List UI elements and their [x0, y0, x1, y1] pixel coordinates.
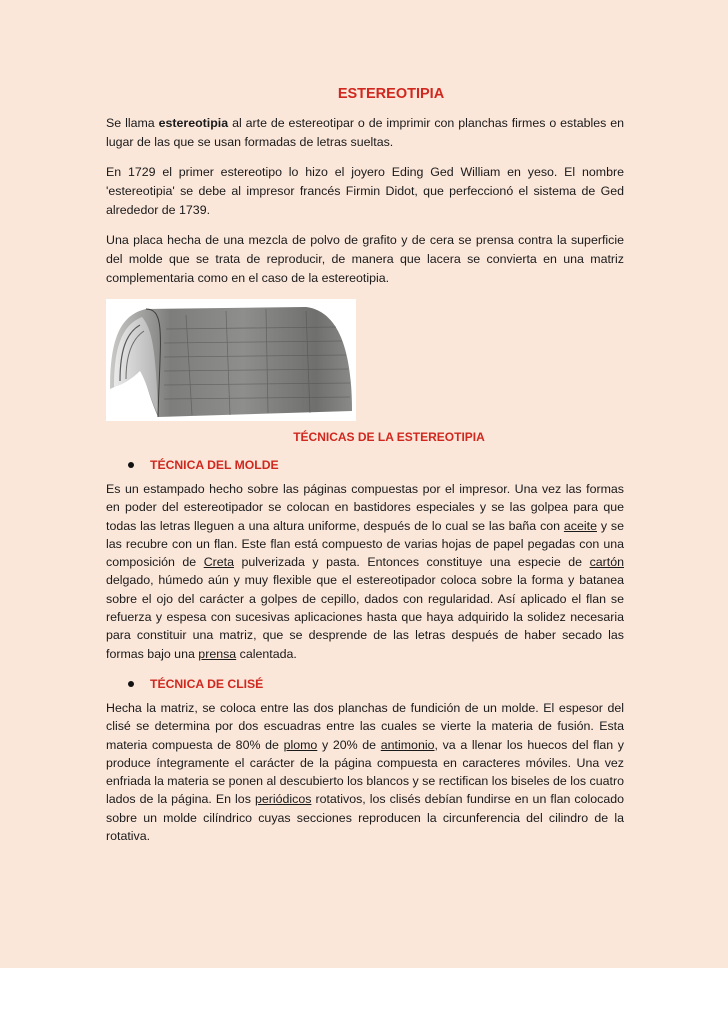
molde-text-3: pulverizada y pasta. Entonces constituye una especie de — [234, 555, 590, 570]
intro-post: al arte de estereotipar o de imprimir con planchas firmes o estables en lugar de las que se usan formadas de letras sueltas. — [106, 116, 625, 149]
section-heading-molde — [106, 458, 624, 472]
molde-paragraph — [106, 480, 624, 663]
clise-text-4: rotativos, los clisés debían fundirse en un flan colocado sobre un molde cilíndrico cuyas secciones reproducen la circunferencia del cilindro de la rotativa. — [106, 792, 624, 844]
section-heading-label: TÉCNICA DE CLISÉ — [150, 676, 264, 691]
link-creta[interactable]: Creta — [203, 555, 234, 570]
intro-term: estereotipia — [158, 116, 229, 130]
molde-text-2: y se las recubre con un flan. Este flan está compuesto de varias hojas de papel pegadas con una composición de — [106, 518, 624, 570]
link-antimonio[interactable]: antimonio — [380, 737, 435, 752]
intro-pre: Se llama — [106, 116, 159, 130]
curved-stereotype-plate-image — [106, 299, 356, 421]
clise-text-3: , va a llenar los huecos del flan y produce íntegramente el carácter de la página compuesta en caracteres móviles. Una vez enfriada la materia se ponen al descubierto los blancos y se rectifican los biseles de los cuatro lados de la página. En los — [106, 737, 624, 807]
molde-text-1: Es un estampado hecho sobre las páginas compuestas por el impresor. Una vez las formas en poder del estereotipador se colocan en bastidores especiales y se las golpea para que todas las letras lleguen a una altura uniforme, después de lo cual se las baña con — [106, 482, 624, 533]
molde-text-5: calentada. — [236, 646, 297, 661]
link-aceite[interactable]: aceite — [563, 518, 597, 533]
molde-text-4: delgado, húmedo aún y muy flexible que el estereotipador coloca sobre la forma y batanea sobre el ojo del carácter a golpes de cepillo, dados con regularidad. Así aplicado el flan se refuerza y espesa con sucesivas aplicaciones hasta que haya adquirido la solidez necesaria para constituir una matriz, que se desprende de las letras después de haber secado las formas bajo una — [106, 573, 624, 661]
link-plomo[interactable]: plomo — [283, 737, 318, 752]
link-periodicos[interactable]: periódicos — [254, 792, 312, 807]
clise-paragraph — [106, 699, 624, 845]
page-title: ESTEREOTIPIA — [337, 86, 445, 102]
section-subtitle: TÉCNICAS DE LA ESTEREOTIPIA — [293, 430, 485, 444]
bullet-icon — [128, 681, 134, 687]
intro-paragraph — [106, 114, 624, 152]
plate-paragraph: Una placa hecha de una mezcla de polvo de grafito y de cera se prensa contra la superficie del molde que se trata de reproducir, de manera que lacera se convierta en una matriz complementaria como en el caso de la estereotipia. — [106, 233, 624, 285]
clise-text-1: Hecha la matriz, se coloca entre las dos planchas de fundición de un molde. El espesor del clisé se determina por dos escuadras entre las cuales se vierte la materia de fusión. Esta materia compuesta de 80% de — [106, 700, 624, 752]
bullet-icon — [128, 462, 134, 468]
section-heading-clise — [106, 677, 624, 691]
section-heading-label: TÉCNICA DEL MOLDE — [150, 458, 279, 472]
clise-text-2: y 20% de — [317, 737, 381, 752]
link-prensa[interactable]: prensa — [198, 646, 237, 661]
link-carton[interactable]: cartón — [589, 555, 624, 570]
history-paragraph: En 1729 el primer estereotipo lo hizo el joyero Eding Ged William en yeso. El nombre 'estereotipia' se debe al impresor francés Firmin Didot, que perfeccionó el sistema de Ged alrededor de 1739. — [106, 165, 624, 217]
